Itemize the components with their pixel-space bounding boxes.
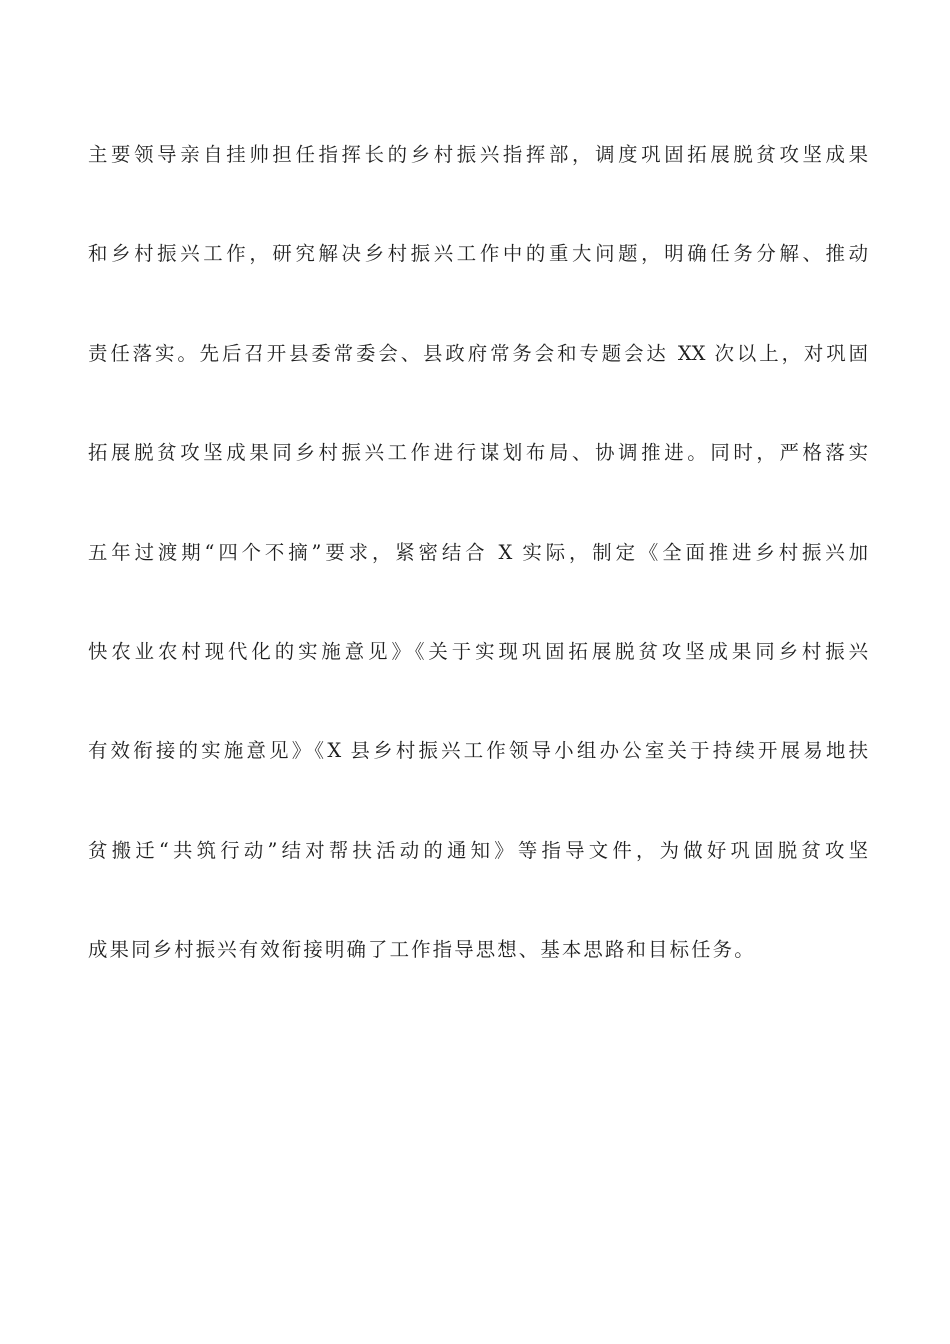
paragraph-line-1: 主要领导亲自挂帅担任指挥长的乡村振兴指挥部，调度巩固拓展脱贫攻坚成果 xyxy=(88,143,868,166)
paragraph-line-9: 成果同乡村振兴有效衔接明确了工作指导思想、基本思路和目标任务。 xyxy=(88,938,756,962)
paragraph-line-3: 责任落实。先后召开县委常委会、县政府常务会和专题会达 XX 次以上，对巩固 xyxy=(88,341,868,365)
paragraph-line-5: 五年过渡期“四个不摘”要求，紧密结合 X 实际，制定《全面推进乡村振兴加 xyxy=(88,540,868,564)
body-paragraph xyxy=(88,136,868,1031)
paragraph-line-6: 快农业农村现代化的实施意见》《关于实现巩固拓展脱贫攻坚成果同乡村振兴 xyxy=(88,639,868,663)
paragraph-line-8: 贫搬迁“共筑行动”结对帮扶活动的通知》等指导文件，为做好巩固脱贫攻坚 xyxy=(88,838,868,862)
paragraph-line-7: 有效衔接的实施意见》《X 县乡村振兴工作领导小组办公室关于持续开展易地扶 xyxy=(88,739,868,763)
paragraph-line-2: 和乡村振兴工作，研究解决乡村振兴工作中的重大问题，明确任务分解、推动 xyxy=(88,242,868,266)
paragraph-line-4: 拓展脱贫攻坚成果同乡村振兴工作进行谋划布局、协调推进。同时，严格落实 xyxy=(88,441,868,465)
